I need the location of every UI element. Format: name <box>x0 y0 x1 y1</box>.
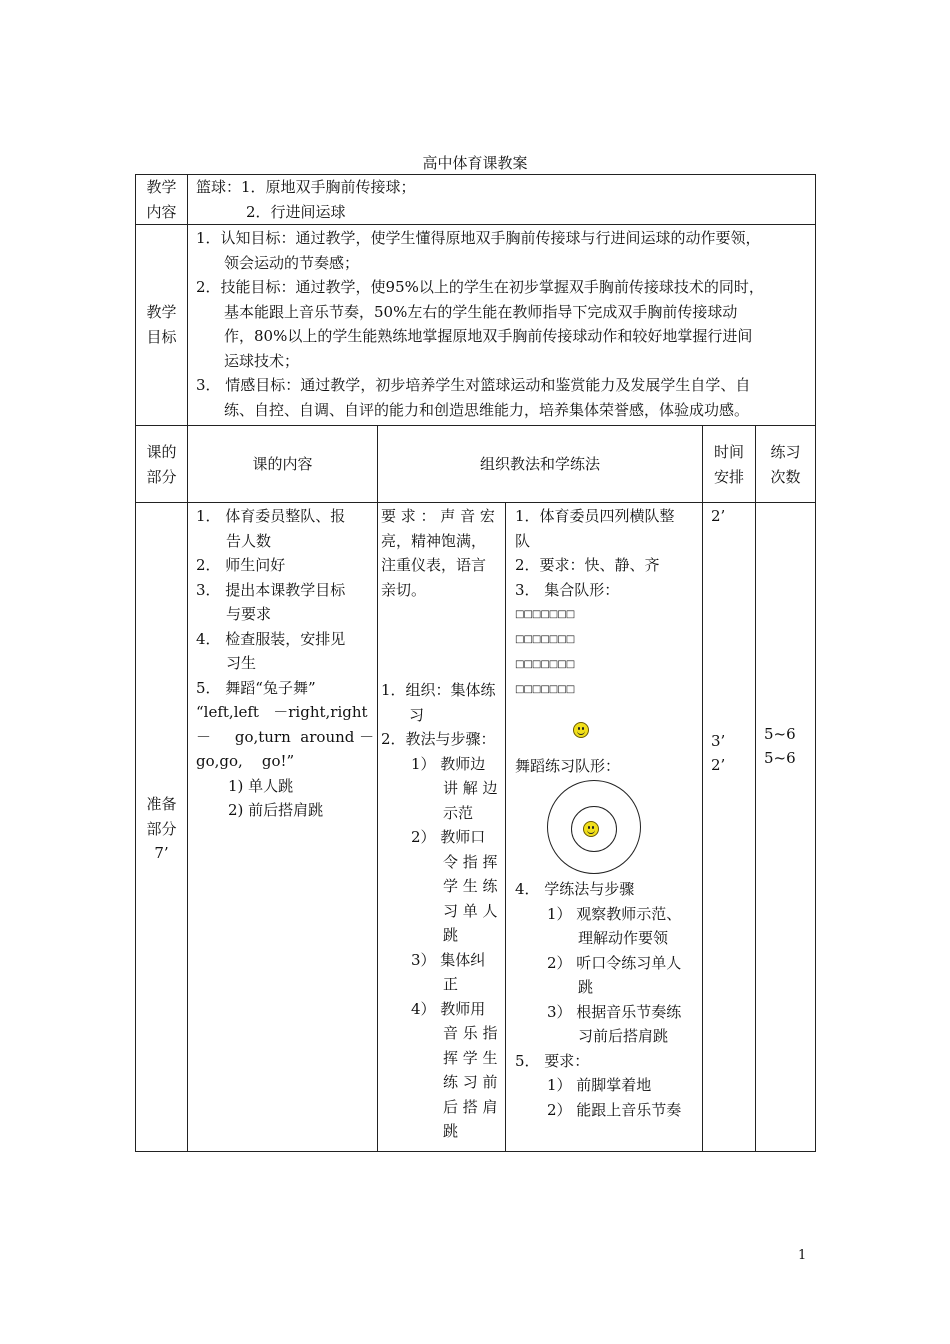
prep-teach-steps: 1．组织：集体练 习 2．教法与步骤： 1） 教师边 讲 解 边 示范 2） 教师口 令 指 挥 学 生 练 习 单 人 跳 3） 集体纠 正 4） 教师用 音 乐 指 挥 学 生 练 习 前 后 搭 肩 跳 <box>381 681 498 1140</box>
row-divider <box>135 224 816 225</box>
header-part: 课的 部分 <box>146 443 177 486</box>
center-smiley-icon <box>583 821 599 837</box>
prep-learn-top: 1．体育委员四列横队整 队 2．要求：快、静、齐 3． 集合队形： □□□□□□□ □□□□□□□ □□□□□□□ □□□□□□□ <box>515 504 701 702</box>
prep-time-1: 2’ <box>711 507 726 525</box>
prep-count-1: 5~6 <box>764 725 796 743</box>
row-divider <box>135 502 816 503</box>
prep-time-2: 3’ <box>711 732 726 750</box>
col-divider <box>702 425 703 1152</box>
formation-row: □□□□□□□ <box>515 684 575 695</box>
header-count: 练习 次数 <box>770 443 801 486</box>
header-content: 课的内容 <box>252 455 313 473</box>
page-title: 高中体育课教案 <box>422 154 528 172</box>
goal-item: 2．技能目标：通过教学，使95%以上的学生在初步掌握双手胸前传接球技术的同时， <box>196 278 764 296</box>
col-divider <box>377 425 378 1152</box>
goal-item: 1．认知目标：通过教学，使学生懂得原地双手胸前传接球与行进间运球的动作要领， <box>196 229 761 247</box>
header-method: 组织教法和学练法 <box>479 455 600 473</box>
header-time: 时间 安排 <box>713 443 744 486</box>
dance-formation-label: 舞蹈练习队形： <box>515 757 621 775</box>
col-divider <box>187 174 188 1152</box>
prep-content: 1． 体育委员整队、报 告人数 2． 师生问好 3． 提出本课教学目标 与要求 4． 检查服装，安排见 习生 5． 舞蹈“兔子舞” “left,left －right,right － go,turn around － go,go, go!” 1) 单人跳 2) 前后搭肩跳 <box>196 507 375 819</box>
formation-row: □□□□□□□ <box>515 659 575 670</box>
col-divider <box>505 502 506 1152</box>
page-number: 1 <box>798 1248 807 1263</box>
goal-item: 3． 情感目标：通过教学，初步培养学生对篮球运动和鉴赏能力及发展学生自学、自 <box>196 376 751 394</box>
prep-teach-requirements: 要 求 ： 声 音 宏 亮，精神饱满， 注重仪表，语言 亲切。 <box>381 507 495 599</box>
formation-row: □□□□□□□ <box>515 634 575 645</box>
prep-count-2: 5~6 <box>764 749 796 767</box>
table-border-bottom <box>135 1151 816 1152</box>
row-divider <box>135 425 816 426</box>
table-border-right <box>815 174 816 1152</box>
content-label: 教学 内容 <box>146 178 177 221</box>
prep-learn-bottom: 4． 学练法与步骤 1） 观察教师示范、 理解动作要领 2） 听口令练习单人 跳 3） 根据音乐节奏练 习前后搭肩跳 5． 要求： 1） 前脚掌着地 2） 能跟上音乐节奏 <box>515 880 682 1119</box>
goals-label: 教学 目标 <box>146 303 177 346</box>
teacher-smiley-icon <box>573 722 589 738</box>
goals-text: 1．认知目标：通过教学，使学生懂得原地双手胸前传接球与行进间运球的动作要领， 领会运动的节奏感； 2．技能目标：通过教学，使95%以上的学生在初步掌握双手胸前传接球技术的同时， 基本能跟上音乐节奏，50%左右的学生能在教师指导下完成双手胸前传接球动 作，80%以上的学生能熟练地掌握原地双手胸前传接球动作和较好地掌握行进间 运球技术； 3． 情感目标：通过教学，初步培养学生对篮球运动和鉴赏能力及发展学生自学、自 练、自控、自调、自评的能力和创造思维能力，培养集体荣誉感，体验成功感。 <box>196 226 812 422</box>
prep-part: 准备 部分 7’ <box>146 795 177 862</box>
formation-row: □□□□□□□ <box>515 609 575 620</box>
prep-time-3: 2’ <box>711 756 726 774</box>
content-text: 篮球：1．原地双手胸前传接球； 2．行进间运球 <box>196 178 416 221</box>
col-divider <box>755 425 756 1152</box>
